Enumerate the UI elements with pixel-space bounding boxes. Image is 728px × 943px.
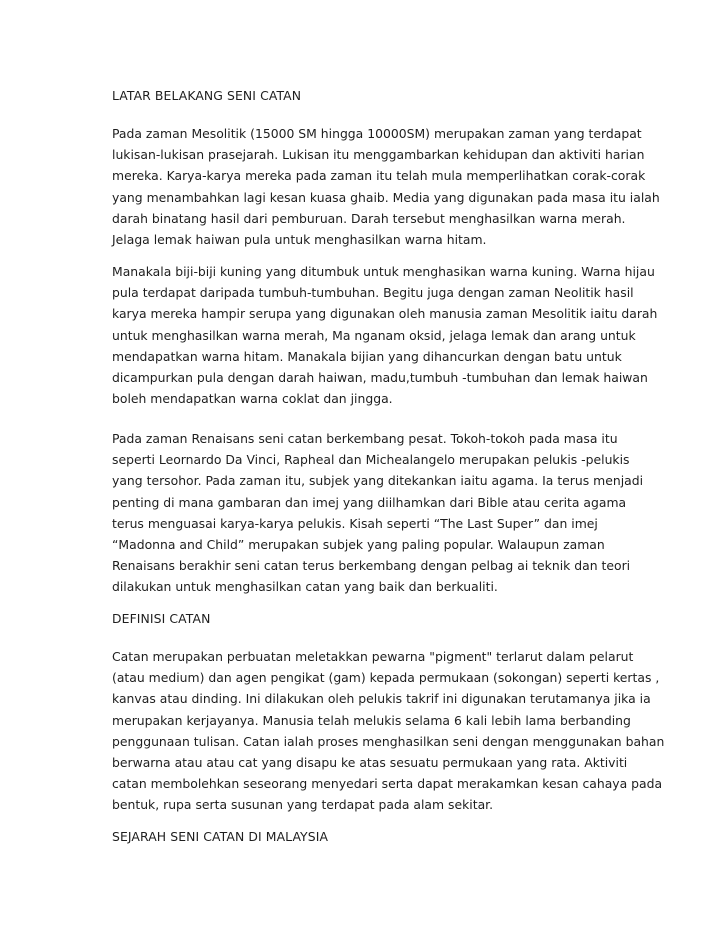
text-line: darah binatang hasil dari pemburuan. Darah tersebut menghasilkan warna merah. bbox=[112, 210, 626, 226]
text-line: Manakala biji-biji kuning yang ditumbuk untuk menghasikan warna kuning. Warna hijau bbox=[112, 264, 655, 279]
text-line: Jelaga lemak haiwan pula untuk menghasilkan warna hitam. bbox=[112, 232, 487, 248]
text-line: merupakan kerjayanya. Manusia telah melukis selama 6 kali lebih lama berbanding bbox=[112, 712, 631, 728]
text-line: seperti Leornardo Da Vinci, Rapheal dan Michealangelo merupakan pelukis -pelukis bbox=[112, 452, 630, 468]
section-heading-latar-belakang: LATAR BELAKANG SENI CATAN bbox=[112, 88, 302, 103]
text-line: karya mereka hampir serupa yang digunakan oleh manusia zaman Mesolitik iaitu darah bbox=[112, 306, 658, 322]
section-heading-definisi-catan: DEFINISI CATAN bbox=[112, 611, 211, 626]
paragraph-neolitik bbox=[112, 261, 722, 409]
text-line: Pada zaman Mesolitik (15000 SM hingga 10000SM) merupakan zaman yang terdapat bbox=[112, 126, 642, 141]
text-line: lukisan-lukisan prasejarah. Lukisan itu menggambarkan kehidupan dan aktiviti harian bbox=[112, 147, 645, 163]
paragraph-definisi bbox=[112, 646, 722, 816]
section-heading-sejarah-malaysia: SEJARAH SENI CATAN DI MALAYSIA bbox=[112, 829, 329, 844]
paragraph-renaisans bbox=[112, 428, 722, 598]
text-line: mereka. Karya-karya mereka pada zaman itu telah mula memperlihatkan corak-corak bbox=[112, 168, 646, 184]
text-line: catan membolehkan seseorang menyedari serta dapat merakamkan kesan cahaya pada bbox=[112, 776, 663, 792]
text-line: dilakukan untuk menghasilkan catan yang baik dan berkualiti. bbox=[112, 579, 498, 595]
text-line: berwarna atau atau cat yang disapu ke atas sesuatu permukaan yang rata. Aktiviti bbox=[112, 755, 628, 771]
text-line: Pada zaman Renaisans seni catan berkembang pesat. Tokoh-tokoh pada masa itu bbox=[112, 431, 618, 446]
text-line: Catan merupakan perbuatan meletakkan pewarna "pigment" terlarut dalam pelarut bbox=[112, 649, 634, 664]
text-line: “Madonna and Child” merupakan subjek yang paling popular. Walaupun zaman bbox=[112, 537, 605, 553]
text-line: yang tersohor. Pada zaman itu, subjek yang ditekankan iaitu agama. Ia terus menjadi bbox=[112, 473, 644, 489]
text-line: boleh mendapatkan warna coklat dan jingga. bbox=[112, 391, 393, 407]
paragraph-mesolitik bbox=[112, 123, 722, 250]
text-line: pula terdapat daripada tumbuh-tumbuhan. Begitu juga dengan zaman Neolitik hasil bbox=[112, 285, 634, 301]
text-line: penting di mana gambaran dan imej yang diilhamkan dari Bible atau cerita agama bbox=[112, 494, 627, 510]
text-line: penggunaan tulisan. Catan ialah proses menghasilkan seni dengan menggunakan bahan bbox=[112, 733, 665, 749]
text-line: yang menambahkan lagi kesan kuasa ghaib. Media yang digunakan pada masa itu ialah bbox=[112, 189, 660, 205]
text-line: Renaisans berakhir seni catan terus berkembang dengan pelbag ai teknik dan teori bbox=[112, 558, 631, 574]
text-line: kanvas atau dinding. Ini dilakukan oleh pelukis takrif ini digunakan terutamanya jika ia bbox=[112, 691, 651, 707]
text-line: (atau medium) dan agen pengikat (gam) kepada permukaan (sokongan) seperti kertas , bbox=[112, 670, 660, 686]
text-line: bentuk, rupa serta susunan yang terdapat pada alam sekitar. bbox=[112, 797, 494, 813]
text-line: mendapatkan warna hitam. Manakala bijian yang dihancurkan dengan batu untuk bbox=[112, 348, 622, 364]
text-line: dicampurkan pula dengan darah haiwan, madu,tumbuh -tumbuhan dan lemak haiwan bbox=[112, 370, 648, 386]
text-line: untuk menghasilkan warna merah, Ma nganam oksid, jelaga lemak dan arang untuk bbox=[112, 327, 636, 343]
text-line: terus menguasai karya-karya pelukis. Kisah seperti “The Last Super” dan imej bbox=[112, 515, 598, 531]
